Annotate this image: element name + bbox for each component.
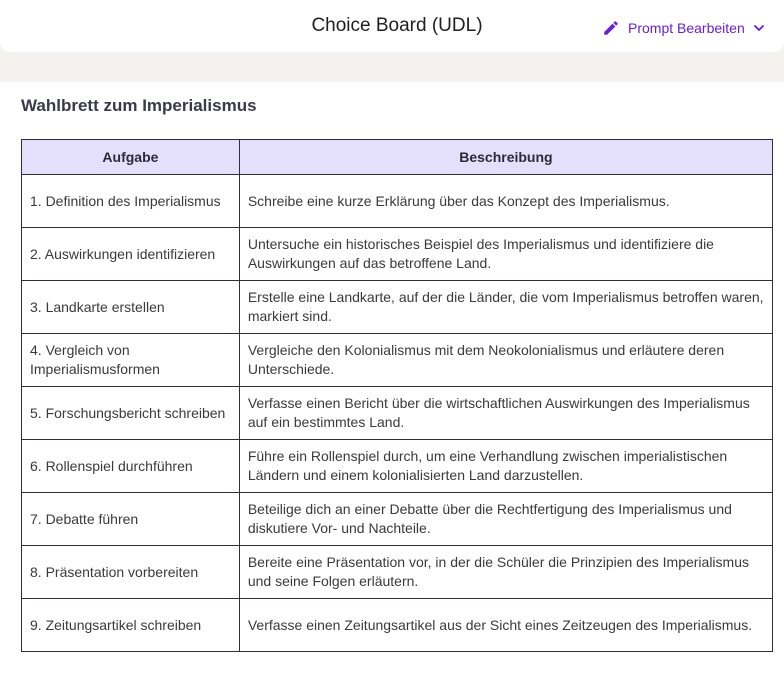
task-cell: 8. Präsentation vorbereiten	[22, 546, 240, 599]
edit-prompt-button[interactable]	[602, 16, 765, 40]
table-row	[22, 599, 773, 652]
table-row	[22, 387, 773, 440]
section-heading: Wahlbrett zum Imperialismus	[21, 96, 257, 115]
table-row	[22, 334, 773, 387]
page-title: Choice Board (UDL)	[311, 15, 483, 36]
task-cell: 7. Debatte führen	[22, 493, 240, 546]
column-header-description: Beschreibung	[239, 140, 772, 175]
description-cell: Beteilige dich an einer Debatte über die Rechtfertigung des Imperialismus und diskutiere Vor- und Nachteile.	[239, 493, 772, 546]
main-content	[0, 82, 784, 676]
table-row	[22, 175, 773, 228]
choice-board-table	[21, 139, 773, 652]
description-cell: Verfasse einen Zeitungsartikel aus der Sicht eines Zeitzeugen des Imperialismus.	[239, 599, 772, 652]
description-cell: Bereite eine Präsentation vor, in der die Schüler die Prinzipien des Imperialismus und seine Folgen erläutern.	[239, 546, 772, 599]
table-row	[22, 228, 773, 281]
pencil-icon	[602, 19, 620, 37]
table-row	[22, 546, 773, 599]
task-cell: 6. Rollenspiel durchführen	[22, 440, 240, 493]
table-row	[22, 493, 773, 546]
header-bar	[0, 0, 784, 56]
task-cell: 1. Definition des Imperialismus	[22, 175, 240, 228]
table-row	[22, 281, 773, 334]
header-divider-strip	[0, 56, 784, 82]
description-cell: Untersuche ein historisches Beispiel des Imperialismus und identifiziere die Auswirkungen auf das betroffene Land.	[239, 228, 772, 281]
column-header-task: Aufgabe	[22, 140, 240, 175]
task-cell: 5. Forschungsbericht schreiben	[22, 387, 240, 440]
header-card	[0, 0, 784, 52]
description-cell: Verfasse einen Bericht über die wirtschaftlichen Auswirkungen des Imperialismus auf ein bestimmtes Land.	[239, 387, 772, 440]
table-row	[22, 440, 773, 493]
description-cell: Erstelle eine Landkarte, auf der die Länder, die vom Imperialismus betroffen waren, markiert sind.	[239, 281, 772, 334]
task-cell: 3. Landkarte erstellen	[22, 281, 240, 334]
description-cell: Vergleiche den Kolonialismus mit dem Neokolonialismus und erläutere deren Unterschiede.	[239, 334, 772, 387]
edit-prompt-label: Prompt Bearbeiten	[628, 20, 745, 36]
table-header-row	[22, 140, 773, 175]
task-cell: 9. Zeitungsartikel schreiben	[22, 599, 240, 652]
task-cell: 4. Vergleich von Imperialismusformen	[22, 334, 240, 387]
chevron-down-icon	[753, 22, 765, 34]
task-cell: 2. Auswirkungen identifizieren	[22, 228, 240, 281]
description-cell: Führe ein Rollenspiel durch, um eine Verhandlung zwischen imperialistischen Ländern und einem kolonialisierten Land darzustellen.	[239, 440, 772, 493]
description-cell: Schreibe eine kurze Erklärung über das Konzept des Imperialismus.	[239, 175, 772, 228]
